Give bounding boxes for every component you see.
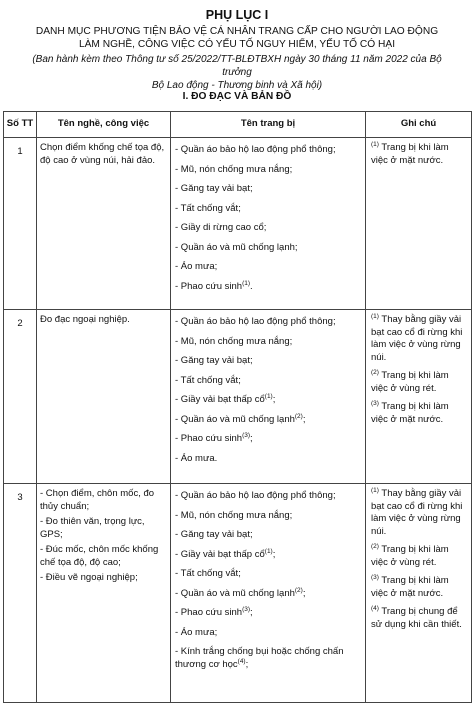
equipment-text: - Quần áo bảo hộ lao động phổ thông; xyxy=(175,316,336,327)
equipment-item xyxy=(175,375,361,388)
equipment-text: - Tất chống vắt; xyxy=(175,568,241,579)
note-text: Trang bị khi làm việc ở vùng rét. xyxy=(371,370,449,394)
table-row xyxy=(4,484,472,703)
footnote-marker: (1) xyxy=(264,392,273,400)
note-cell xyxy=(366,138,472,310)
note-item xyxy=(371,401,466,426)
job-item: - Đúc mốc, chôn mốc khống chế tọa độ, độ cao; xyxy=(40,544,159,568)
equipment-cell xyxy=(171,310,366,484)
equipment-item xyxy=(175,646,361,671)
equipment-item xyxy=(175,549,361,562)
equipment-punctuation: . xyxy=(250,280,253,292)
equipment-punctuation: ; xyxy=(302,587,306,599)
equipment-item xyxy=(175,355,361,368)
footnote-marker: (1) xyxy=(371,140,379,148)
equipment-text: - Giầy di rừng cao cổ; xyxy=(175,222,267,233)
equipment-text: - Quần áo và mũ chống lạnh; xyxy=(175,241,298,253)
row-number: 3 xyxy=(4,484,37,703)
equipment-item xyxy=(175,490,361,503)
equipment-text: - Áo mưa; xyxy=(175,261,218,272)
equipment-item xyxy=(175,183,361,196)
equipment-item xyxy=(175,510,361,523)
footnote-marker: (4) xyxy=(371,604,379,612)
equipment-item xyxy=(175,433,361,446)
issued-note xyxy=(20,53,454,92)
note-text: Thay bằng giầy vải bạt cao cổ đi rừng khi làm việc ở vùng rừng núi. xyxy=(371,314,463,363)
note-cell xyxy=(366,484,472,703)
note-text: Trang bị chung để sử dụng khi cần thiết. xyxy=(371,606,462,630)
footnote-marker: (1) xyxy=(371,486,379,494)
equipment-text: - Phao cứu sinh xyxy=(175,607,243,618)
note-item xyxy=(371,314,466,364)
equipment-text: - Mũ, nón chống mưa nắng; xyxy=(175,509,293,521)
equipment-item xyxy=(175,607,361,620)
equipment-item xyxy=(175,281,361,294)
equipment-text: - Áo mưa. xyxy=(175,452,218,464)
note-text: Trang bị khi làm việc ở mặt nước. xyxy=(371,575,449,599)
footnote-marker: (4) xyxy=(237,657,246,665)
equipment-item xyxy=(175,336,361,349)
equipment-item xyxy=(175,414,361,427)
job-cell xyxy=(37,138,171,310)
equipment-punctuation: ; xyxy=(272,548,276,560)
note-item xyxy=(371,544,466,569)
equipment-text: - Quần áo và mũ chống lạnh xyxy=(175,587,295,599)
footnote-marker: (3) xyxy=(371,399,379,407)
equipment-text: - Quần áo bảo hộ lao động phổ thông; xyxy=(175,490,336,501)
job-item: - Chọn điểm, chôn mốc, đo thủy chuẩn; xyxy=(40,488,155,512)
equipment-cell xyxy=(171,484,366,703)
document-title: PHỤ LỤC I xyxy=(205,8,269,22)
equipment-text: - Mũ, nón chống mưa nắng; xyxy=(175,335,293,347)
issued-line-1: (Ban hành kèm theo Thông tư số 25/2022/TT-BLĐTBXH ngày 30 tháng 11 năm 2022 của Bộ trưởng xyxy=(32,54,442,78)
equipment-text: - Áo mưa; xyxy=(175,626,218,638)
equipment-item xyxy=(175,144,361,157)
equipment-text: - Găng tay vải bạt; xyxy=(175,183,253,194)
note-item xyxy=(371,370,466,395)
column-header-note: Ghi chú xyxy=(366,112,472,138)
note-item xyxy=(371,606,466,631)
table-header-row xyxy=(4,112,472,138)
equipment-cell xyxy=(171,138,366,310)
section-heading: I. ĐO ĐẠC VÀ BẢN ĐỒ xyxy=(182,91,292,102)
row-number: 1 xyxy=(4,138,37,310)
equipment-punctuation: ; xyxy=(245,658,249,670)
column-header-job: Tên nghề, công việc xyxy=(37,112,171,138)
equipment-punctuation: ; xyxy=(250,607,253,618)
equipment-punctuation: ; xyxy=(272,394,276,405)
footnote-marker: (3) xyxy=(371,573,379,581)
footnote-marker: (2) xyxy=(294,412,303,420)
equipment-text: - Quần áo và mũ chống lạnh xyxy=(175,413,295,425)
equipment-item xyxy=(175,394,361,407)
note-item xyxy=(371,142,466,167)
column-header-equipment: Tên trang bị xyxy=(171,112,366,138)
equipment-text: - Mũ, nón chống mưa nắng; xyxy=(175,163,293,175)
equipment-text: - Giầy vải bạt thấp cổ xyxy=(175,548,265,560)
column-header-number: Số TT xyxy=(4,112,37,138)
equipment-text: - Phao cứu sinh xyxy=(175,280,243,292)
footnote-marker: (3) xyxy=(242,605,251,613)
table-row xyxy=(4,138,472,310)
job-item: Chọn điểm khống chế tọa độ, độ cao ở vùng núi, hải đảo. xyxy=(40,142,165,166)
note-text: Trang bị khi làm việc ở mặt nước. xyxy=(371,142,449,166)
footnote-marker: (1) xyxy=(371,312,379,320)
footnote-marker: (1) xyxy=(264,547,273,555)
footnote-marker: (3) xyxy=(242,431,251,439)
footnote-marker: (2) xyxy=(294,586,303,594)
equipment-item xyxy=(175,453,361,466)
equipment-table xyxy=(3,111,472,703)
equipment-text: - Tất chống vắt; xyxy=(175,202,241,214)
equipment-text: - Kính trắng chống bụi hoặc chống chấn thương cơ học xyxy=(175,646,344,670)
footnote-marker: (2) xyxy=(371,542,379,550)
equipment-text: - Quần áo bảo hộ lao động phổ thông; xyxy=(175,144,336,155)
equipment-text: - Găng tay vải bạt; xyxy=(175,355,253,366)
equipment-item xyxy=(175,261,361,274)
footnote-marker: (2) xyxy=(371,368,379,376)
equipment-item xyxy=(175,242,361,255)
equipment-item xyxy=(175,316,361,329)
equipment-text: - Tất chống vắt; xyxy=(175,374,241,386)
table-row xyxy=(4,310,472,484)
equipment-item xyxy=(175,588,361,601)
row-number: 2 xyxy=(4,310,37,484)
note-item xyxy=(371,488,466,538)
job-item: Đo đạc ngoại nghiệp. xyxy=(40,314,130,325)
job-cell xyxy=(37,484,171,703)
equipment-punctuation: ; xyxy=(250,433,253,444)
note-item xyxy=(371,575,466,600)
equipment-item xyxy=(175,222,361,235)
equipment-item xyxy=(175,203,361,216)
equipment-item xyxy=(175,529,361,542)
note-text: Trang bị khi làm việc ở mặt nước. xyxy=(371,401,449,425)
issued-line-2: Bộ Lao động - Thương binh và Xã hội) xyxy=(151,80,323,91)
equipment-text: - Găng tay vải bạt; xyxy=(175,529,253,540)
job-item: - Điều vẽ ngoại nghiệp; xyxy=(40,572,138,583)
note-text: Trang bị khi làm việc ở vùng rét. xyxy=(371,544,449,568)
equipment-item xyxy=(175,568,361,581)
note-cell xyxy=(366,310,472,484)
document-subtitle: DANH MỤC PHƯƠNG TIỆN BẢO VỆ CÁ NHÂN TRANG CẤP CHO NGƯỜI LAO ĐỘNG LÀM NGHỀ, CÔNG VIỆC CÓ YẾU TỐ NGUY HIỂM, YẾU TỐ CÓ HẠI xyxy=(35,26,439,50)
footnote-marker: (1) xyxy=(242,279,251,287)
equipment-punctuation: ; xyxy=(302,413,306,425)
equipment-text: - Giầy vải bạt thấp cổ xyxy=(175,394,265,405)
job-cell xyxy=(37,310,171,484)
job-item: - Đo thiên văn, trọng lực, GPS; xyxy=(40,516,145,540)
equipment-item xyxy=(175,627,361,640)
equipment-text: - Phao cứu sinh xyxy=(175,433,243,444)
note-text: Thay bằng giầy vải bạt cao cổ đi rừng khi làm việc ở vùng rừng núi. xyxy=(371,488,463,537)
equipment-item xyxy=(175,164,361,177)
